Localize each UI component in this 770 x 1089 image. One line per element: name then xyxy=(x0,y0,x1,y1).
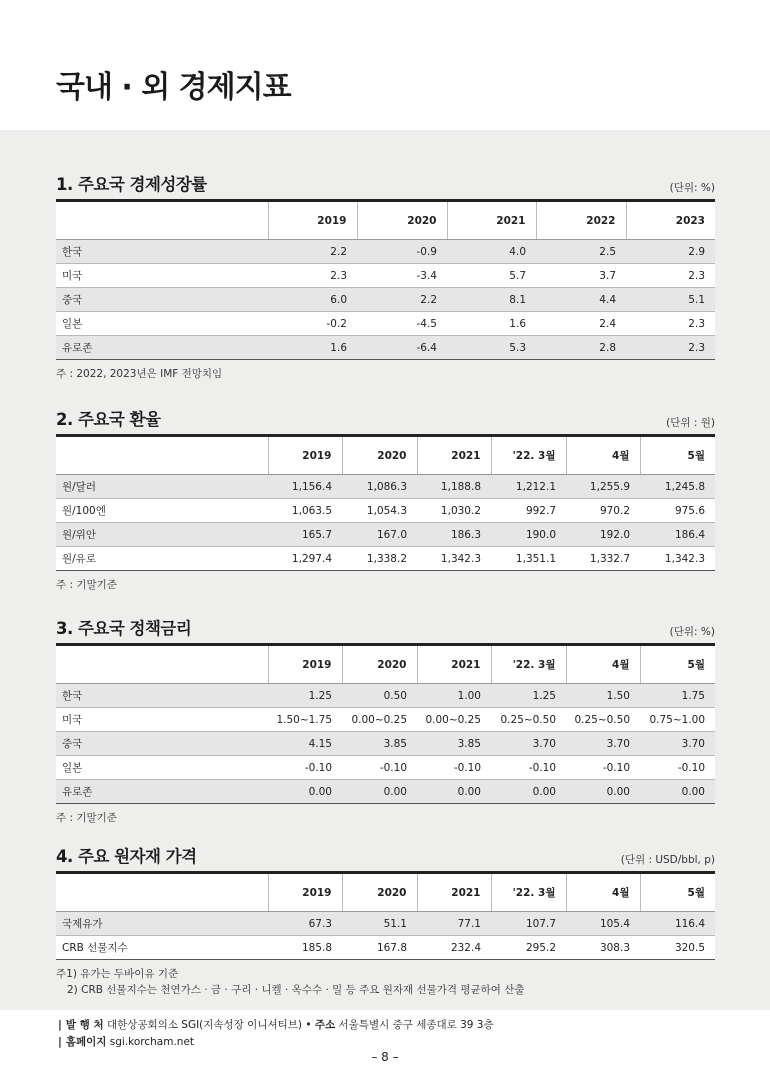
table-cell: 1,332.7 xyxy=(566,547,640,571)
table-cell: 0.00 xyxy=(417,780,491,804)
row-label: 일본 xyxy=(56,756,268,780)
row-label: 유로존 xyxy=(56,780,268,804)
table-cell: -6.4 xyxy=(357,336,447,360)
row-label: 한국 xyxy=(56,684,268,708)
section-header xyxy=(56,173,715,195)
publisher-line xyxy=(58,1017,494,1034)
exchange-rate-table xyxy=(56,434,715,571)
table-cell: 320.5 xyxy=(640,936,715,960)
table-cell: 107.7 xyxy=(491,912,566,936)
growth-rate-table xyxy=(56,199,715,360)
table-cell: 1.25 xyxy=(268,684,342,708)
column-header: 4월 xyxy=(566,645,640,684)
table-cell: 0.25~0.50 xyxy=(566,708,640,732)
table-row xyxy=(56,732,715,756)
row-label: 미국 xyxy=(56,264,268,288)
table-cell: 2.2 xyxy=(357,288,447,312)
table-cell: 4.15 xyxy=(268,732,342,756)
table-cell: 116.4 xyxy=(640,912,715,936)
table-cell: 186.3 xyxy=(417,523,491,547)
column-header: 2023 xyxy=(626,201,715,240)
row-label: 중국 xyxy=(56,732,268,756)
table-cell: 0.00 xyxy=(566,780,640,804)
table-cell: 992.7 xyxy=(491,499,566,523)
column-header: 2021 xyxy=(417,436,491,475)
row-label: CRB 선물지수 xyxy=(56,936,268,960)
table-row xyxy=(56,756,715,780)
table-cell: 167.8 xyxy=(342,936,417,960)
table-cell: 295.2 xyxy=(491,936,566,960)
unit-label: (단위: %) xyxy=(669,626,715,638)
table-row xyxy=(56,523,715,547)
publisher-name: 대한상공회의소 SGI(지속성장 이니셔티브) • xyxy=(106,1019,312,1031)
table-cell: 5.3 xyxy=(447,336,536,360)
table-cell: 1,156.4 xyxy=(268,475,342,499)
table-cell: 2.3 xyxy=(626,336,715,360)
table-cell: 2.2 xyxy=(268,240,357,264)
table-row xyxy=(56,708,715,732)
table-row xyxy=(56,288,715,312)
section-policy-rate xyxy=(56,617,715,826)
table-cell: 970.2 xyxy=(566,499,640,523)
table-row xyxy=(56,684,715,708)
column-header: 5월 xyxy=(640,645,715,684)
column-header: 2021 xyxy=(417,873,491,912)
section-header xyxy=(56,617,715,639)
table-cell: -0.10 xyxy=(491,756,566,780)
table-cell: 185.8 xyxy=(268,936,342,960)
footer xyxy=(58,1017,494,1051)
table-cell: -4.5 xyxy=(357,312,447,336)
note-line: 주1) 유가는 두바이유 기준 xyxy=(56,968,179,980)
page-title: 국내 · 외 경제지표 xyxy=(56,70,291,105)
table-cell: 192.0 xyxy=(566,523,640,547)
header-blank xyxy=(56,436,268,475)
table-header-row xyxy=(56,436,715,475)
table-cell: 0.75~1.00 xyxy=(640,708,715,732)
table-cell: 1,063.5 xyxy=(268,499,342,523)
table-cell: 0.50 xyxy=(342,684,417,708)
section-growth-rate xyxy=(56,173,715,382)
table-cell: 165.7 xyxy=(268,523,342,547)
table-cell: 190.0 xyxy=(491,523,566,547)
unit-label: (단위 : 원) xyxy=(666,417,715,429)
column-header: '22. 3월 xyxy=(491,645,566,684)
table-header-row xyxy=(56,645,715,684)
table-cell: 3.7 xyxy=(536,264,626,288)
table-cell: 1,245.8 xyxy=(640,475,715,499)
table-row xyxy=(56,475,715,499)
table-cell: -0.10 xyxy=(640,756,715,780)
table-cell: 975.6 xyxy=(640,499,715,523)
header-blank xyxy=(56,873,268,912)
table-cell: -0.2 xyxy=(268,312,357,336)
publisher-label: 발 행 처 xyxy=(65,1019,104,1031)
table-header-row xyxy=(56,873,715,912)
table-row xyxy=(56,499,715,523)
table-cell: 2.4 xyxy=(536,312,626,336)
table-cell: -0.10 xyxy=(417,756,491,780)
table-cell: 1.50 xyxy=(566,684,640,708)
section-title: 1. 주요국 경제성장률 xyxy=(56,175,207,194)
homepage-label: 홈페이지 xyxy=(65,1036,107,1048)
table-cell: 1,188.8 xyxy=(417,475,491,499)
column-header: 2020 xyxy=(342,436,417,475)
table-cell: 1.50~1.75 xyxy=(268,708,342,732)
table-cell: 3.85 xyxy=(342,732,417,756)
table-cell: 105.4 xyxy=(566,912,640,936)
section-header xyxy=(56,845,715,867)
table-cell: 1,030.2 xyxy=(417,499,491,523)
note-line: 주 : 2022, 2023년은 IMF 전망치임 xyxy=(56,368,223,380)
table-cell: 8.1 xyxy=(447,288,536,312)
table-cell: 1,297.4 xyxy=(268,547,342,571)
section-title: 4. 주요 원자재 가격 xyxy=(56,847,197,866)
table-cell: 0.00 xyxy=(268,780,342,804)
table-cell: -0.10 xyxy=(566,756,640,780)
table-cell: -3.4 xyxy=(357,264,447,288)
table-cell: 1,342.3 xyxy=(417,547,491,571)
table-cell: 1,086.3 xyxy=(342,475,417,499)
table-cell: -0.9 xyxy=(357,240,447,264)
table-cell: 4.0 xyxy=(447,240,536,264)
table-row xyxy=(56,336,715,360)
table-row xyxy=(56,780,715,804)
table-cell: 308.3 xyxy=(566,936,640,960)
table-cell: 0.00 xyxy=(640,780,715,804)
column-header: 2019 xyxy=(268,201,357,240)
divider-bar: | xyxy=(58,1036,62,1048)
column-header: 2020 xyxy=(357,201,447,240)
address-text: 서울특별시 중구 세종대로 39 3층 xyxy=(338,1019,494,1031)
table-cell: 1,351.1 xyxy=(491,547,566,571)
section-exchange-rate xyxy=(56,408,715,593)
column-header: 2019 xyxy=(268,645,342,684)
table-cell: 2.8 xyxy=(536,336,626,360)
column-header: '22. 3월 xyxy=(491,436,566,475)
column-header: 2019 xyxy=(268,873,342,912)
row-label: 중국 xyxy=(56,288,268,312)
table-cell: 3.70 xyxy=(640,732,715,756)
homepage-link[interactable]: sgi.korcham.net xyxy=(109,1036,195,1048)
table-cell: 3.85 xyxy=(417,732,491,756)
column-header: 2019 xyxy=(268,436,342,475)
table-cell: 77.1 xyxy=(417,912,491,936)
column-header: 2022 xyxy=(536,201,626,240)
column-header: 2021 xyxy=(417,645,491,684)
section-title: 2. 주요국 환율 xyxy=(56,410,161,429)
note-line: 2) CRB 선물지수는 천연가스 · 금 · 구리 · 니켈 · 옥수수 · 밀 등 주요 원자재 선물가격 평균하여 산출 xyxy=(67,984,525,996)
table-cell: 2.3 xyxy=(268,264,357,288)
policy-rate-table xyxy=(56,643,715,804)
table-cell: 186.4 xyxy=(640,523,715,547)
table-cell: 1,255.9 xyxy=(566,475,640,499)
table-cell: 0.00 xyxy=(342,780,417,804)
column-header: 2020 xyxy=(342,873,417,912)
table-row xyxy=(56,264,715,288)
table-note xyxy=(56,577,715,593)
address-label: 주소 xyxy=(314,1019,336,1031)
table-cell: 6.0 xyxy=(268,288,357,312)
section-title: 3. 주요국 정책금리 xyxy=(56,619,192,638)
table-note xyxy=(56,366,715,382)
column-header: 4월 xyxy=(566,436,640,475)
column-header: 2020 xyxy=(342,645,417,684)
table-row xyxy=(56,312,715,336)
table-cell: 5.1 xyxy=(626,288,715,312)
row-label: 미국 xyxy=(56,708,268,732)
row-label: 원/달러 xyxy=(56,475,268,499)
table-cell: 2.9 xyxy=(626,240,715,264)
table-cell: 0.00~0.25 xyxy=(417,708,491,732)
header-blank xyxy=(56,645,268,684)
row-label: 원/100엔 xyxy=(56,499,268,523)
table-cell: 2.5 xyxy=(536,240,626,264)
table-cell: 1.25 xyxy=(491,684,566,708)
section-commodity-prices xyxy=(56,845,715,998)
table-cell: -0.10 xyxy=(342,756,417,780)
divider-bar: | xyxy=(58,1019,62,1031)
note-line: 주 : 기말기준 xyxy=(56,812,117,824)
table-note xyxy=(56,810,715,826)
note-line: 주 : 기말기준 xyxy=(56,579,117,591)
table-cell: 3.70 xyxy=(491,732,566,756)
table-cell: 67.3 xyxy=(268,912,342,936)
column-header: 2021 xyxy=(447,201,536,240)
table-row xyxy=(56,912,715,936)
column-header: 5월 xyxy=(640,436,715,475)
table-cell: 2.3 xyxy=(626,264,715,288)
column-header: 4월 xyxy=(566,873,640,912)
table-cell: 1.6 xyxy=(268,336,357,360)
table-cell: 167.0 xyxy=(342,523,417,547)
commodity-price-table xyxy=(56,871,715,960)
header-blank xyxy=(56,201,268,240)
row-label: 원/유로 xyxy=(56,547,268,571)
table-cell: 1.6 xyxy=(447,312,536,336)
table-cell: 0.25~0.50 xyxy=(491,708,566,732)
table-note xyxy=(56,966,715,998)
unit-label: (단위: %) xyxy=(669,182,715,194)
row-label: 원/위안 xyxy=(56,523,268,547)
row-label: 한국 xyxy=(56,240,268,264)
row-label: 유로존 xyxy=(56,336,268,360)
table-cell: 1,054.3 xyxy=(342,499,417,523)
page-number: – 8 – xyxy=(371,1050,399,1064)
table-cell: 1,342.3 xyxy=(640,547,715,571)
table-row xyxy=(56,547,715,571)
table-cell: 1.00 xyxy=(417,684,491,708)
table-cell: 1,212.1 xyxy=(491,475,566,499)
table-cell: 5.7 xyxy=(447,264,536,288)
table-row xyxy=(56,240,715,264)
row-label: 국제유가 xyxy=(56,912,268,936)
table-cell: 1,338.2 xyxy=(342,547,417,571)
table-cell: 0.00~0.25 xyxy=(342,708,417,732)
table-cell: 2.3 xyxy=(626,312,715,336)
homepage-line xyxy=(58,1034,494,1051)
table-cell: 232.4 xyxy=(417,936,491,960)
column-header: '22. 3월 xyxy=(491,873,566,912)
table-cell: 3.70 xyxy=(566,732,640,756)
section-header xyxy=(56,408,715,430)
table-cell: 51.1 xyxy=(342,912,417,936)
table-row xyxy=(56,936,715,960)
unit-label: (단위 : USD/bbl, p) xyxy=(620,854,715,866)
table-cell: 1.75 xyxy=(640,684,715,708)
row-label: 일본 xyxy=(56,312,268,336)
table-cell: -0.10 xyxy=(268,756,342,780)
column-header: 5월 xyxy=(640,873,715,912)
table-cell: 4.4 xyxy=(536,288,626,312)
table-cell: 0.00 xyxy=(491,780,566,804)
table-header-row xyxy=(56,201,715,240)
